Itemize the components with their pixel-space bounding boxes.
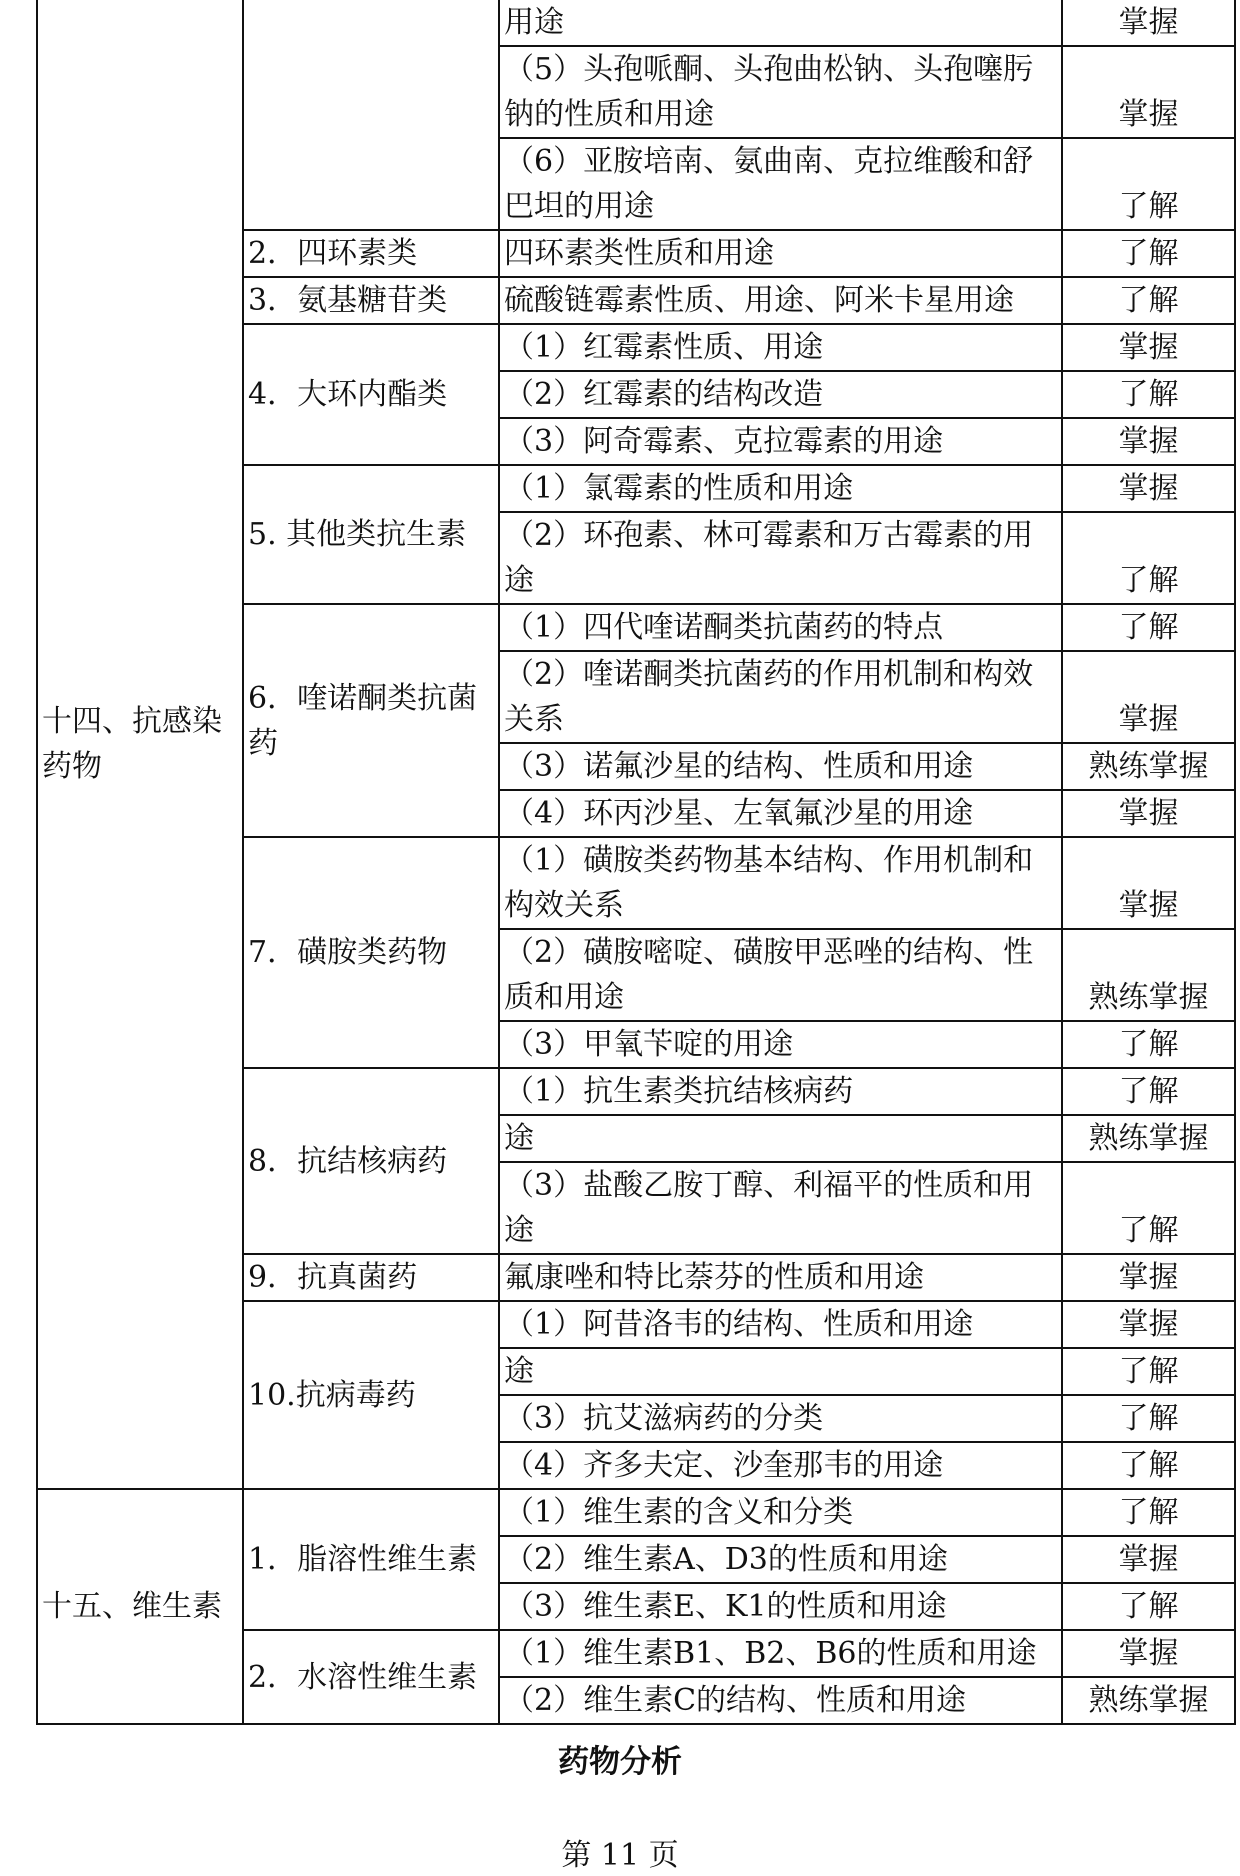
page-number: 第 11 页 — [561, 1838, 679, 1873]
content-cell: （6）亚胺培南、氨曲南、克拉维酸和舒巴坦的用途 — [499, 138, 1062, 230]
requirement-cell: 了解 — [1062, 1442, 1235, 1489]
requirement-cell: 掌握 — [1062, 651, 1235, 743]
content-cell: （2）红霉素的结构改造 — [499, 371, 1062, 418]
requirement-cell: 掌握 — [1062, 418, 1235, 465]
item-cell: 2．水溶性维生素 — [243, 1630, 499, 1724]
content-cell: （2）维生素C的结构、性质和用途 — [499, 1677, 1062, 1724]
requirement-cell: 掌握 — [1062, 1536, 1235, 1583]
content-cell: （1）磺胺类药物基本结构、作用机制和构效关系 — [499, 837, 1062, 929]
item-cell-empty — [243, 0, 499, 230]
requirement-cell: 熟练掌握 — [1062, 1677, 1235, 1724]
requirement-cell: 掌握 — [1062, 46, 1235, 138]
requirement-cell: 掌握 — [1062, 0, 1235, 46]
content-cell: （1）维生素的含义和分类 — [499, 1489, 1062, 1536]
content-cell: （1）四代喹诺酮类抗菌药的特点 — [499, 604, 1062, 651]
syllabus-table — [36, 0, 1236, 1725]
requirement-cell: 掌握 — [1062, 465, 1235, 512]
content-cell: （3）甲氧苄啶的用途 — [499, 1021, 1062, 1068]
requirement-cell: 掌握 — [1062, 1630, 1235, 1677]
item-cell: 6．喹诺酮类抗菌药 — [243, 604, 499, 837]
requirement-cell: 掌握 — [1062, 837, 1235, 929]
table-row — [37, 0, 1235, 46]
content-cell: （2）磺胺嘧啶、磺胺甲恶唑的结构、性质和用途 — [499, 929, 1062, 1021]
requirement-cell: 了解 — [1062, 230, 1235, 277]
content-cell: 硫酸链霉素性质、用途、阿米卡星用途 — [499, 277, 1062, 324]
content-cell: （3）维生素E、K1的性质和用途 — [499, 1583, 1062, 1630]
requirement-cell: 熟练掌握 — [1062, 743, 1235, 790]
content-cell: （2）维生素A、D3的性质和用途 — [499, 1536, 1062, 1583]
requirement-cell: 了解 — [1062, 1021, 1235, 1068]
requirement-cell: 了解 — [1062, 138, 1235, 230]
requirement-cell: 熟练掌握 — [1062, 1115, 1235, 1162]
requirement-cell: 了解 — [1062, 1489, 1235, 1536]
requirement-cell: 熟练掌握 — [1062, 929, 1235, 1021]
content-cell: （1）红霉素性质、用途 — [499, 324, 1062, 371]
content-cell: （5）头孢哌酮、头孢曲松钠、头孢噻肟钠的性质和用途 — [499, 46, 1062, 138]
content-cell: （1）氯霉素的性质和用途 — [499, 465, 1062, 512]
item-cell: 1．脂溶性维生素 — [243, 1489, 499, 1630]
content-cell: 用途 — [499, 0, 1062, 46]
requirement-cell: 掌握 — [1062, 1254, 1235, 1301]
requirement-cell: 了解 — [1062, 512, 1235, 604]
content-cell: （1）抗生素类抗结核病药 — [499, 1068, 1062, 1115]
content-cell: （3）盐酸乙胺丁醇、利福平的性质和用途 — [499, 1162, 1062, 1254]
table-row — [37, 1489, 1235, 1536]
content-cell: （4）环丙沙星、左氧氟沙星的用途 — [499, 790, 1062, 837]
unit-cell: 十四、抗感染药物 — [37, 0, 243, 1489]
requirement-cell: 掌握 — [1062, 324, 1235, 371]
item-cell: 3．氨基糖苷类 — [243, 277, 499, 324]
content-cell: （4）齐多夫定、沙奎那韦的用途 — [499, 1442, 1062, 1489]
item-cell: 2．四环素类 — [243, 230, 499, 277]
section-title: 药物分析 — [558, 1744, 682, 1780]
requirement-cell: 掌握 — [1062, 790, 1235, 837]
item-cell: 10.抗病毒药 — [243, 1301, 499, 1489]
requirement-cell: 了解 — [1062, 1395, 1235, 1442]
item-cell: 8．抗结核病药 — [243, 1068, 499, 1254]
item-cell: 7．磺胺类药物 — [243, 837, 499, 1068]
item-cell: 5. 其他类抗生素 — [243, 465, 499, 604]
requirement-cell: 了解 — [1062, 371, 1235, 418]
content-cell: （2）喹诺酮类抗菌药的作用机制和构效关系 — [499, 651, 1062, 743]
requirement-cell: 了解 — [1062, 604, 1235, 651]
content-cell: （3）诺氟沙星的结构、性质和用途 — [499, 743, 1062, 790]
requirement-cell: 掌握 — [1062, 1301, 1235, 1348]
content-cell: （3）阿奇霉素、克拉霉素的用途 — [499, 418, 1062, 465]
item-cell: 4．大环内酯类 — [243, 324, 499, 465]
requirement-cell: 了解 — [1062, 1068, 1235, 1115]
unit-cell: 十五、维生素 — [37, 1489, 243, 1724]
content-cell: 氟康唑和特比萘芬的性质和用途 — [499, 1254, 1062, 1301]
content-cell: （2）环孢素、林可霉素和万古霉素的用途 — [499, 512, 1062, 604]
content-cell: 途 — [499, 1115, 1062, 1162]
content-cell: （1）维生素B1、B2、B6的性质和用途 — [499, 1630, 1062, 1677]
content-cell: 途 — [499, 1348, 1062, 1395]
item-cell: 9．抗真菌药 — [243, 1254, 499, 1301]
content-cell: （1）阿昔洛韦的结构、性质和用途 — [499, 1301, 1062, 1348]
content-cell: 四环素类性质和用途 — [499, 230, 1062, 277]
requirement-cell: 了解 — [1062, 277, 1235, 324]
requirement-cell: 了解 — [1062, 1348, 1235, 1395]
content-cell: （3）抗艾滋病药的分类 — [499, 1395, 1062, 1442]
requirement-cell: 了解 — [1062, 1583, 1235, 1630]
requirement-cell: 了解 — [1062, 1162, 1235, 1254]
